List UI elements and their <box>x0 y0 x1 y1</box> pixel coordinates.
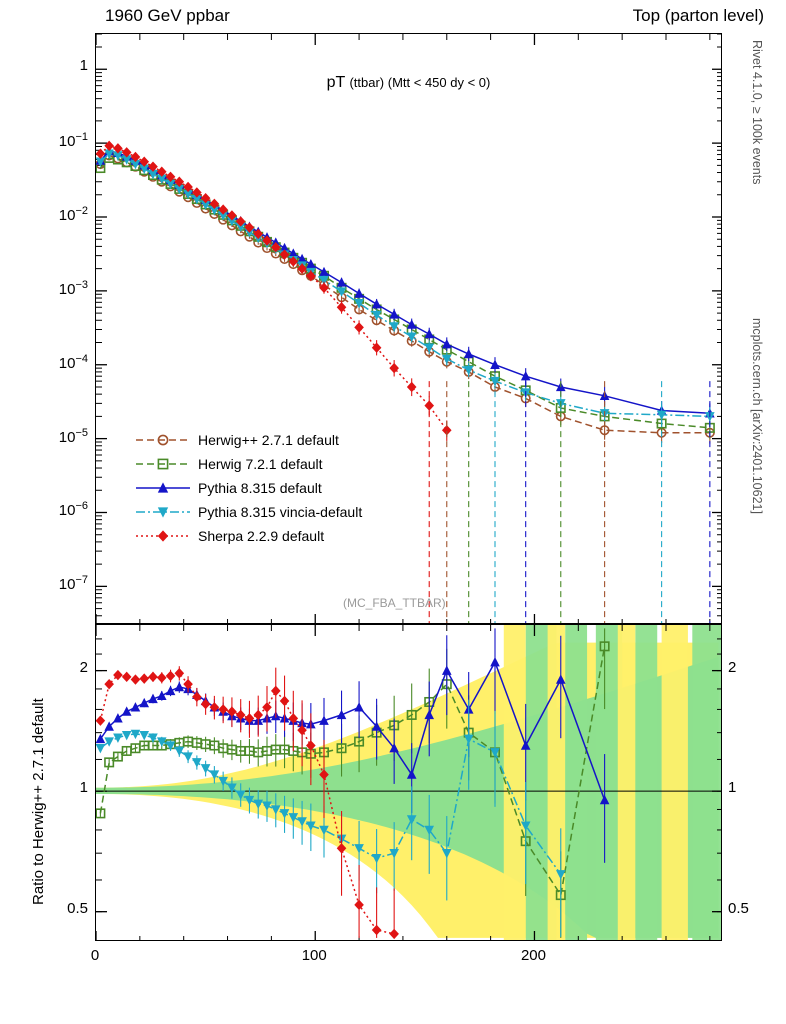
x-tick-label-0: 0 <box>90 947 100 964</box>
main-y-tick-label-0: 1 <box>79 57 88 75</box>
legend-item-1 <box>134 452 362 476</box>
legend-label-3: Pythia 8.315 vincia-default <box>198 504 363 520</box>
legend-key-swatch-2 <box>134 478 192 498</box>
ratio-y-tick-label-right-1: 1 <box>728 779 737 797</box>
legend-key-4 <box>134 526 192 546</box>
legend-key-swatch-3 <box>134 502 192 522</box>
legend-item-3 <box>134 500 362 524</box>
ratio-y-axis-title: Ratio to Herwig++ 2.7.1 default <box>30 698 47 905</box>
ratio-y-tick-label-0: 2 <box>79 658 88 676</box>
ratio-y-tick-label-1: 1 <box>79 779 88 797</box>
legend-item-0 <box>134 428 362 452</box>
legend-label-0: Herwig++ 2.7.1 default <box>198 432 339 448</box>
main-y-tick-label-4: $10^{-4}$ <box>58 352 88 372</box>
legend-key-2 <box>134 478 192 498</box>
legend-label-1: Herwig 7.2.1 default <box>198 456 323 472</box>
main-plot-panel <box>95 33 722 624</box>
main-y-tick-label-6: $10^{-6}$ <box>58 500 88 520</box>
x-tick-label-1: 100 <box>301 947 327 964</box>
header-left-label: 1960 GeV ppbar <box>105 6 230 25</box>
main-y-tick-label-2: $10^{-2}$ <box>58 204 88 224</box>
legend-key-0 <box>134 430 192 450</box>
ratio-y-tick-label-right-2: 0.5 <box>728 899 749 917</box>
ratio-y-tick-label-2: 0.5 <box>67 899 88 917</box>
legend-key-swatch-0 <box>134 430 192 450</box>
ratio-y-tick-label-right-0: 2 <box>728 658 737 676</box>
main-y-tick-label-3: $10^{-3}$ <box>58 278 88 298</box>
ratio-plot-canvas <box>96 625 722 941</box>
plot-title-sub: (ttbar) (Mtt < 450 dy < 0) <box>349 75 491 90</box>
legend-item-4 <box>134 524 362 548</box>
legend-key-swatch-4 <box>134 526 192 546</box>
mcplots-source-label: mcplots.cern.ch [arXiv:2401.10621] <box>750 318 764 514</box>
analysis-watermark: (MC_FBA_TTBAR) <box>343 596 446 610</box>
legend-label-4: Sherpa 2.2.9 default <box>198 528 325 544</box>
legend <box>134 428 362 548</box>
main-y-tick-label-1: $10^{-1}$ <box>58 131 88 151</box>
plot-title-main: pT <box>326 74 346 91</box>
legend-label-2: Pythia 8.315 default <box>198 480 322 496</box>
main-y-tick-label-7: $10^{-7}$ <box>58 574 88 594</box>
header-right-label: Top (parton level) <box>632 6 764 25</box>
rivet-version-label: Rivet 4.1.0, ≥ 100k events <box>750 40 764 185</box>
legend-key-1 <box>134 454 192 474</box>
main-y-tick-label-5: $10^{-5}$ <box>58 426 88 446</box>
legend-key-3 <box>134 502 192 522</box>
legend-item-2 <box>134 476 362 500</box>
ratio-plot-panel <box>95 624 722 941</box>
legend-key-swatch-1 <box>134 454 192 474</box>
x-tick-label-2: 200 <box>520 947 546 964</box>
